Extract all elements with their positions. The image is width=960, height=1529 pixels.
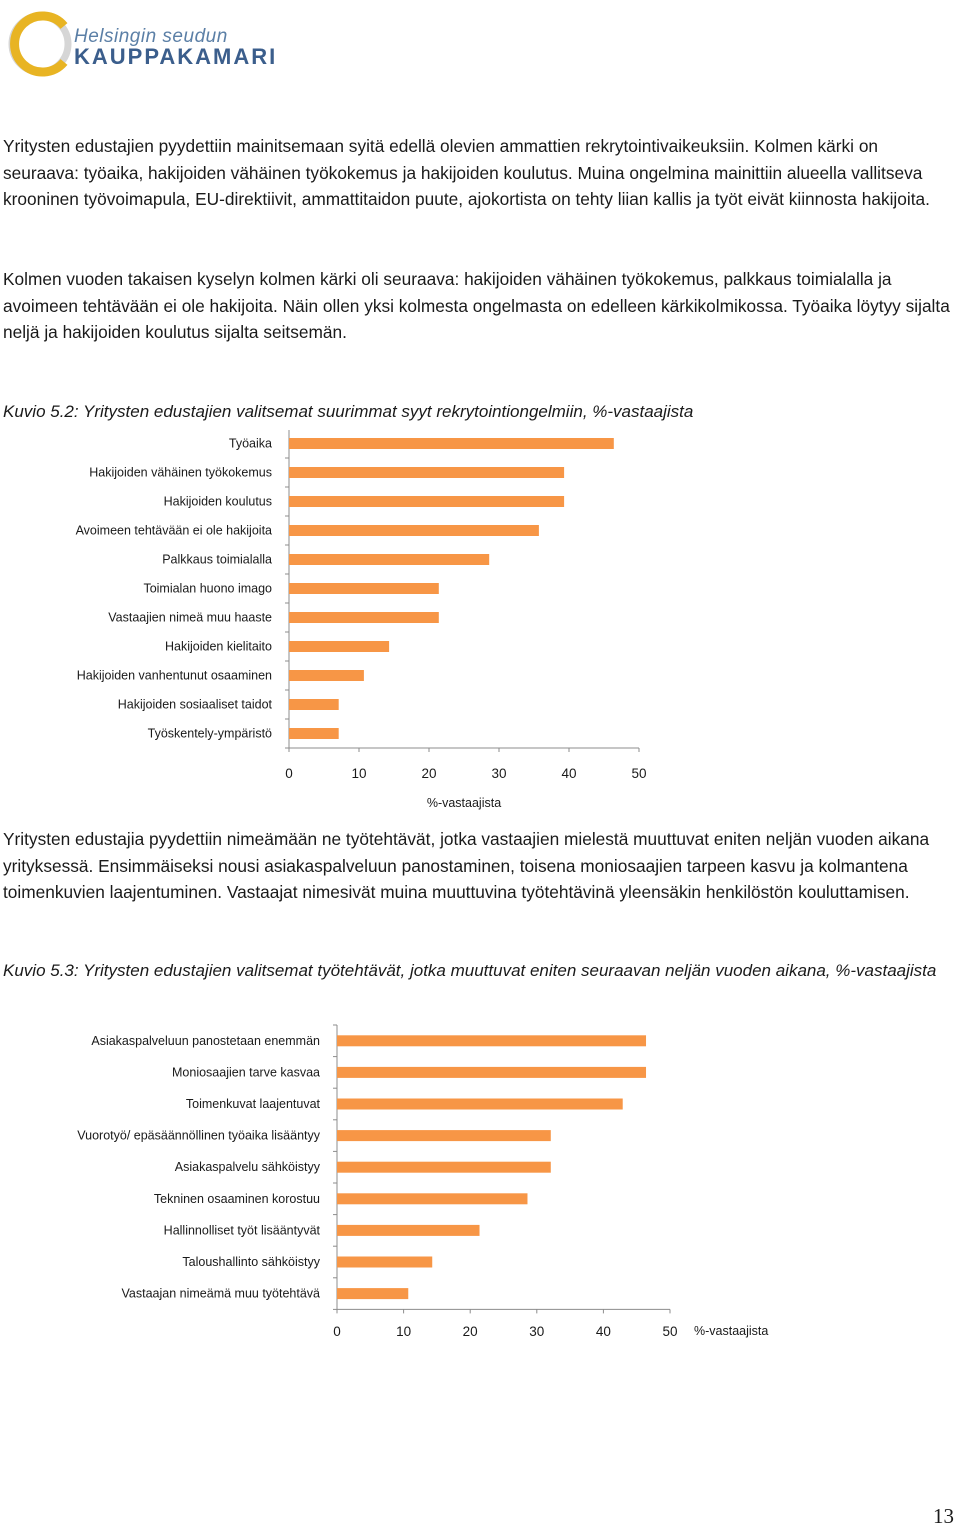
bar	[289, 641, 389, 652]
category-label: Hakijoiden kielitaito	[164, 639, 272, 654]
x-tick-label: 10	[396, 1324, 412, 1339]
bar	[289, 612, 439, 623]
logo-text-city: Helsingin seudun	[74, 26, 228, 47]
bar	[289, 467, 564, 478]
category-label: Hakijoiden koulutus	[163, 494, 272, 509]
logo-text-chamber: KAUPPAKAMARI	[74, 44, 278, 69]
category-label: Hakijoiden vähäinen työkokemus	[89, 465, 272, 480]
intro-paragraph: Yritysten edustajien pyydettiin mainitsemaan syitä edellä olevien ammattien rekrytointivaikeuksiin. Kolmen kärki on seuraava: työaika, hakijoiden vähäinen työkokemus ja hakijoiden koulutus. Muina ongelmina mainittiin alueella vallitseva krooninen työvoimapula, EU-direktiivit, ammattitaidon puute, ajokortista on tehty liian kallis ja työt eivät kiinnosta hakijoita.	[3, 136, 930, 209]
category-label: Taloushallinto sähköistyy	[182, 1255, 320, 1269]
category-label: Hakijoiden sosiaaliset taidot	[117, 697, 272, 712]
previous-survey-paragraph: Kolmen vuoden takaisen kyselyn kolmen kärki oli seuraava: hakijoiden vähäinen työkokemus, palkkaus toimialalla ja avoimeen tehtävään ei ole hakijoita. Näin ollen yksi kolmesta ongelmasta on edelleen kärkikolmikossa. Työaika löytyy sijalta neljä ja hakijoiden koulutus sijalta seitsemän.	[3, 269, 950, 342]
category-label: Työaika	[228, 436, 272, 451]
category-label: Vastaajan nimeämä muu työtehtävä	[121, 1286, 320, 1301]
category-label: Asiakaspalvelu sähköistyy	[174, 1160, 320, 1175]
x-tick-label: 20	[421, 766, 437, 781]
category-label: Vuorotyö/ epäsäännöllinen työaika lisääntyy	[77, 1128, 320, 1143]
bar	[289, 670, 364, 681]
x-tick-label: 10	[351, 766, 367, 781]
category-label: Moniosaajien tarve kasvaa	[172, 1065, 320, 1080]
bar	[337, 1225, 480, 1236]
chart-changing-tasks	[0, 1020, 960, 1350]
bar	[289, 525, 539, 536]
x-tick-label: 0	[285, 766, 293, 781]
x-tick-label: 30	[529, 1324, 545, 1339]
figure-caption-5-2: Kuvio 5.2: Yritysten edustajien valitsemat suurimmat syyt rekrytointiongelmiin, %-vastaajista	[3, 402, 694, 421]
category-label: Avoimeen tehtävään ei ole hakijoita	[75, 523, 272, 538]
bar	[337, 1193, 527, 1204]
bar	[289, 583, 439, 594]
category-label: Hallinnolliset työt lisääntyvät	[163, 1223, 320, 1238]
bar	[337, 1257, 432, 1268]
category-label: Asiakaspalveluun panostetaan enemmän	[91, 1033, 320, 1048]
category-label: Toimialan huono imago	[143, 581, 272, 596]
category-label: Työskentely-ympäristö	[147, 726, 272, 741]
x-tick-label: 20	[462, 1324, 478, 1339]
x-tick-label: 30	[491, 766, 507, 781]
bar	[337, 1162, 551, 1173]
figure-caption-5-3: Kuvio 5.3: Yritysten edustajien valitsemat työtehtävät, jotka muuttuvat eniten seuraavan neljän vuoden aikana, %-vastaajista	[3, 961, 937, 980]
x-axis-label: %-vastaajista	[694, 1324, 769, 1338]
bar	[289, 438, 614, 449]
x-tick-label: 0	[333, 1324, 341, 1339]
bar	[337, 1067, 646, 1078]
bar	[337, 1288, 408, 1299]
x-tick-label: 50	[631, 766, 647, 781]
chart-recruitment-problems	[0, 430, 960, 830]
bar	[289, 699, 339, 710]
bar	[289, 496, 564, 507]
bar	[289, 728, 339, 739]
x-axis-label: %-vastaajista	[426, 796, 502, 810]
page-number: 13	[933, 1504, 954, 1528]
category-label: Hakijoiden vanhentunut osaaminen	[76, 668, 272, 683]
bar	[337, 1035, 646, 1046]
bar	[337, 1099, 623, 1110]
logo-emblem-icon	[4, 4, 74, 84]
category-label: Vastaajien nimeä muu haaste	[108, 610, 272, 625]
category-label: Tekninen osaaminen korostuu	[153, 1191, 320, 1206]
bar	[337, 1130, 551, 1141]
x-tick-label: 40	[561, 766, 577, 781]
bar	[289, 554, 489, 565]
task-change-paragraph: Yritysten edustajia pyydettiin nimeämään ne työtehtävät, jotka vastaajien mielestä muuttuvat eniten neljän vuoden aikana yrityksessä. Ensimmäiseksi nousi asiakaspalveluun panostaminen, toisena moniosaajien tarpeen kasvu ja kolmantena toimenkuvien laajentuminen. Vastaajat nimesivät muina muuttuvina työtehtävinä yleensäkin henkilöstön kouluttamisen.	[3, 829, 930, 902]
x-tick-label: 40	[595, 1324, 611, 1339]
category-label: Palkkaus toimialalla	[162, 552, 272, 567]
x-tick-label: 50	[662, 1324, 678, 1339]
chamber-logo	[4, 4, 284, 84]
category-label: Toimenkuvat laajentuvat	[185, 1097, 320, 1111]
